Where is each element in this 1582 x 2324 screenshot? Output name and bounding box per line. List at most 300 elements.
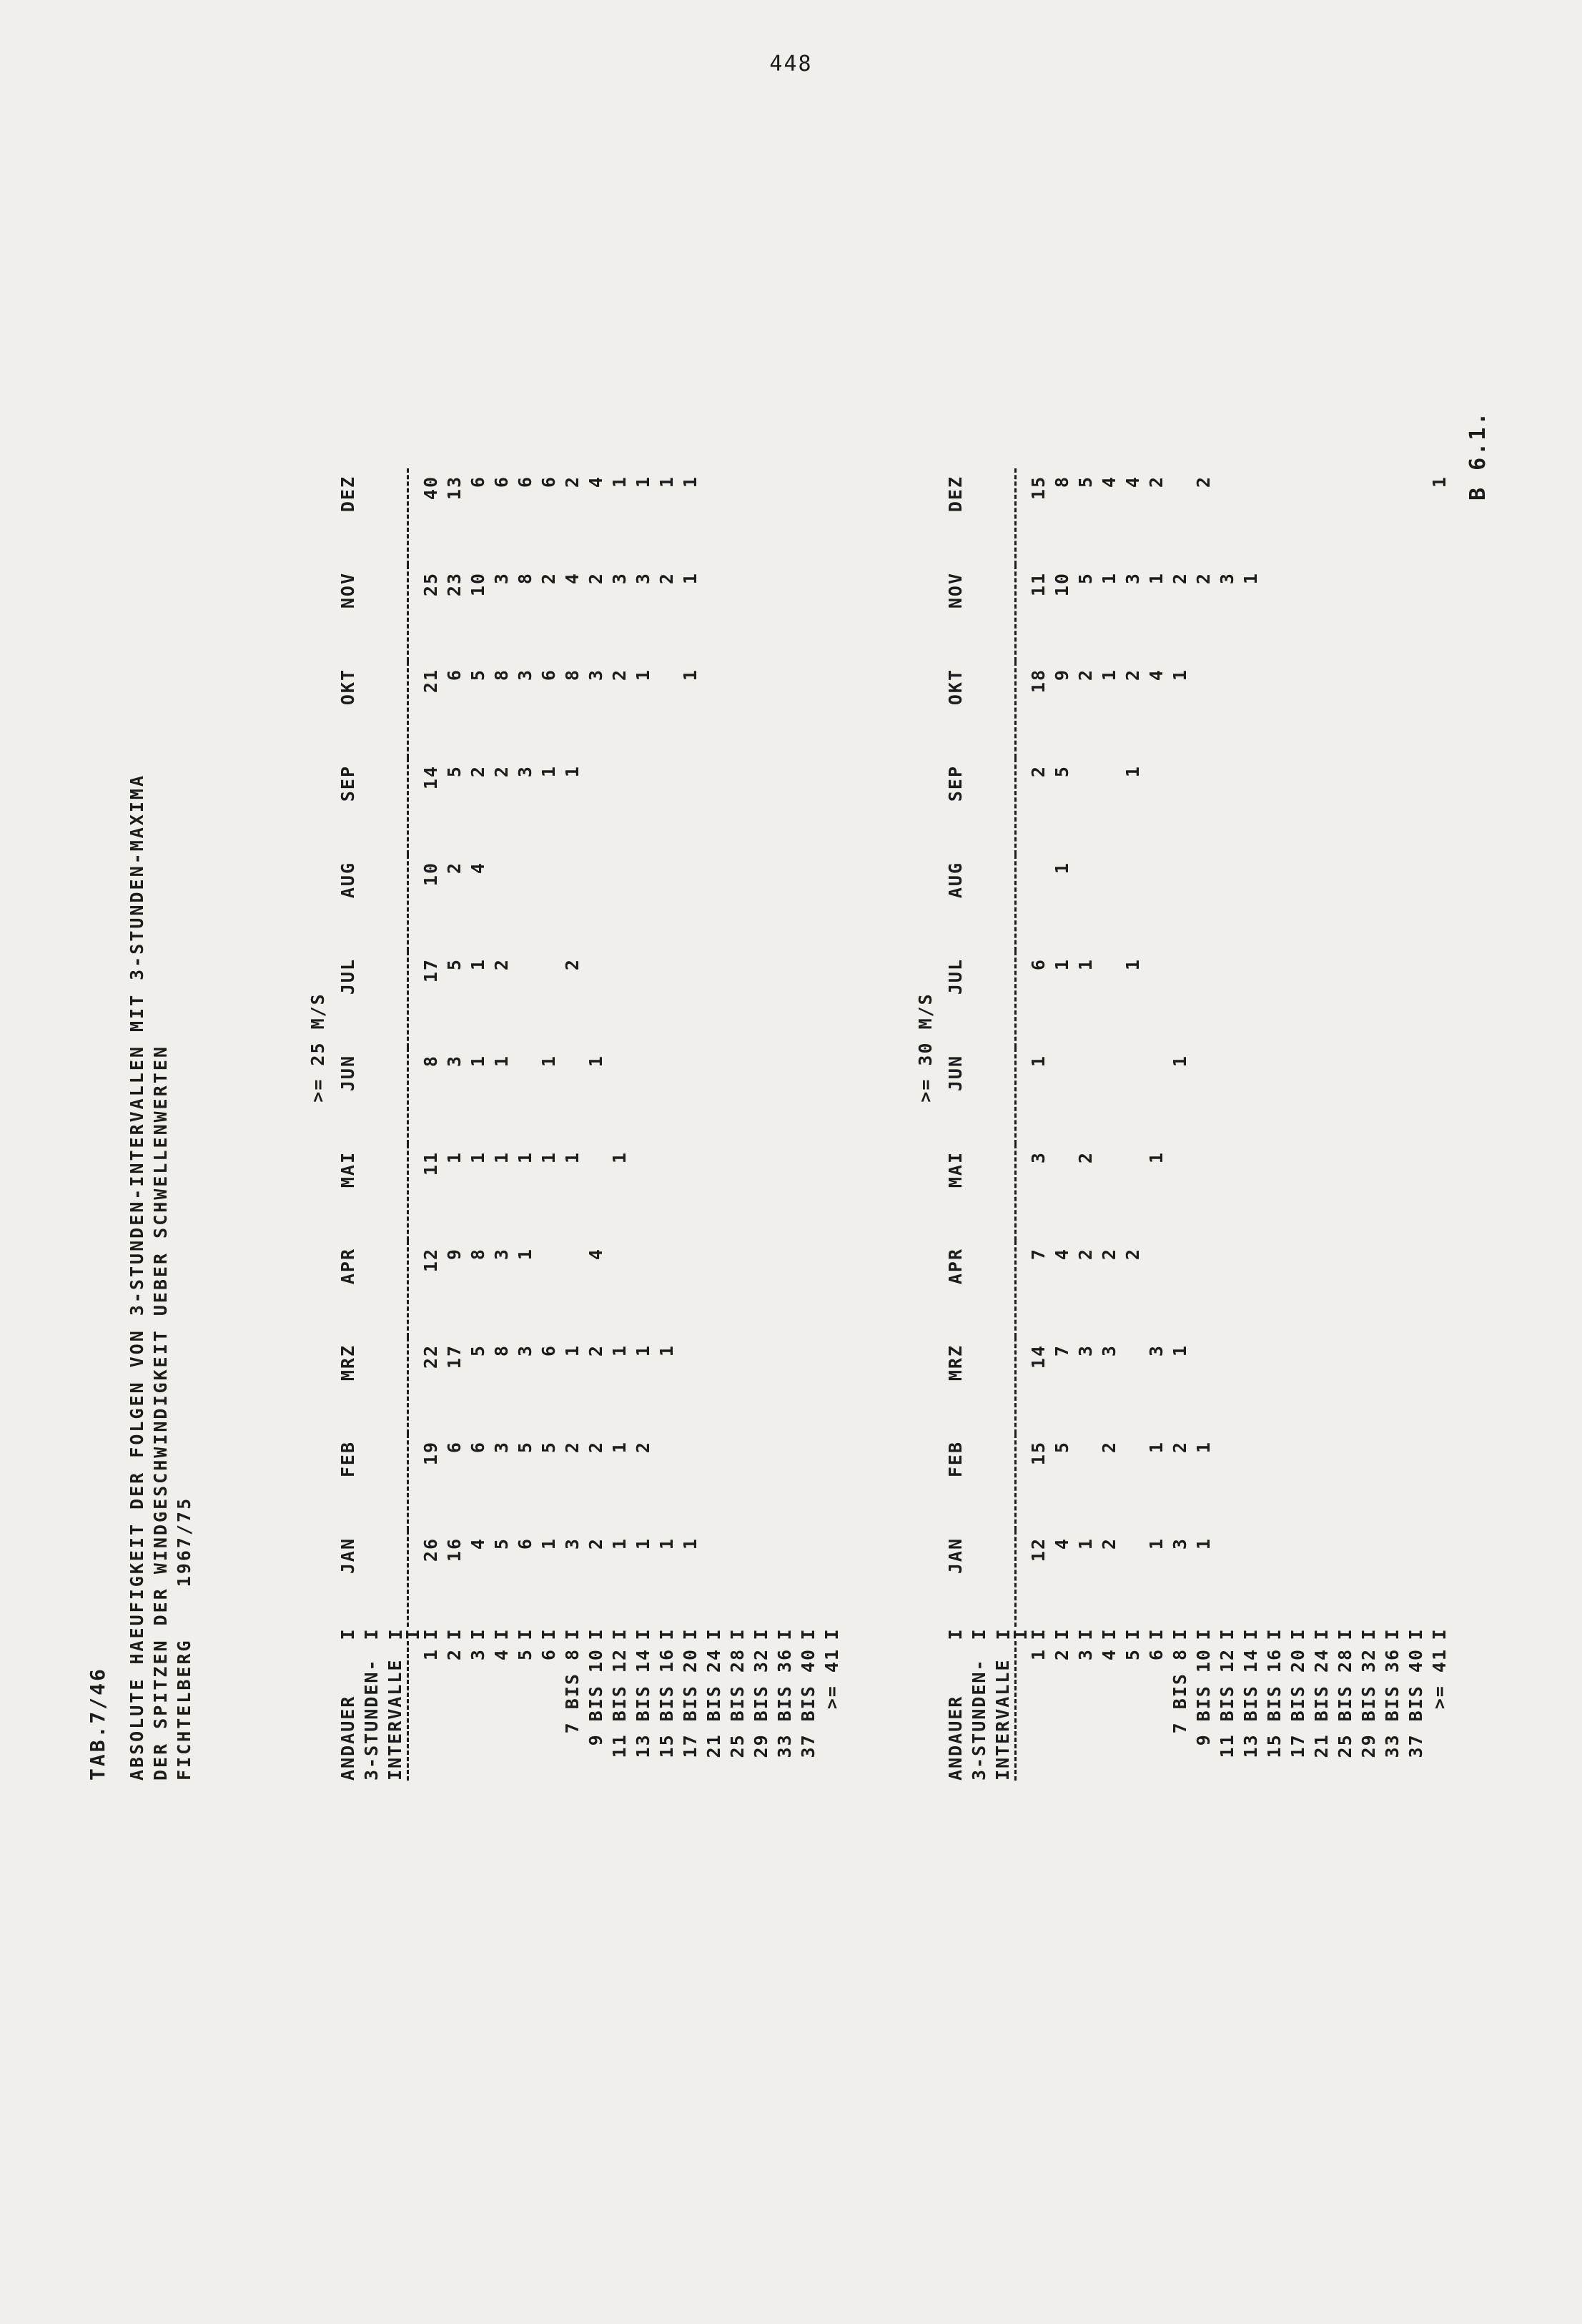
table-cell	[1380, 1048, 1404, 1144]
table-cell: 2	[562, 1441, 583, 1454]
table-cell	[1121, 1434, 1145, 1530]
dashed-rule-cell	[1016, 1337, 1027, 1434]
table-cell: 2	[562, 958, 583, 971]
table-cell	[1121, 1048, 1145, 1144]
dashed-rule	[408, 468, 420, 1781]
table-row	[419, 468, 443, 1781]
table-cell	[678, 1337, 702, 1434]
table-cell	[1239, 951, 1262, 1048]
row-label: 9 BIS 10	[1193, 1648, 1214, 1746]
table-cell: 2	[1193, 476, 1214, 488]
header-blank	[967, 1337, 991, 1434]
header-blank	[383, 468, 408, 565]
column-header-nov: NOV	[337, 572, 358, 609]
table-cell	[1428, 951, 1451, 1048]
table-cell: 6	[444, 669, 465, 681]
table-cell: 1	[633, 669, 653, 681]
header-blank	[383, 951, 408, 1048]
table-cell: 19	[420, 1441, 441, 1466]
row-separator: I	[585, 1628, 606, 1640]
table-cell: 1	[680, 669, 701, 681]
column-header-feb: FEB	[337, 1441, 358, 1478]
table-cell	[1428, 1530, 1451, 1627]
table-cell	[678, 855, 702, 951]
table-cell: 4	[562, 572, 583, 585]
threshold-spacer	[300, 1641, 336, 1781]
table-cell: 2	[1075, 1151, 1096, 1164]
header-row	[944, 468, 967, 1781]
table-cell: 7	[1028, 1248, 1049, 1261]
table-cell: 6	[491, 476, 512, 488]
table-cell	[513, 951, 537, 1048]
table-cell: 8	[515, 572, 535, 585]
table-row	[1404, 468, 1428, 1781]
table-cell: 1	[1075, 958, 1096, 971]
table-cell	[1286, 1337, 1310, 1434]
table-cell	[1380, 1144, 1404, 1241]
table-cell	[796, 951, 820, 1048]
table-cell	[820, 1530, 844, 1627]
row-label: >= 41	[821, 1648, 842, 1710]
table-cell: 2	[1099, 1441, 1119, 1454]
table-cell: 8	[491, 1344, 512, 1357]
table-cell	[1074, 1048, 1097, 1144]
table-cell	[1286, 1048, 1310, 1144]
table-cell: 1	[562, 1344, 583, 1357]
table-cell: 1	[1099, 669, 1119, 681]
table-cell	[1168, 951, 1192, 1048]
row-separator: I	[1264, 1628, 1285, 1640]
column-separator: I	[945, 1628, 966, 1640]
table-cell	[1192, 1337, 1215, 1434]
table-cell: 13	[444, 476, 465, 501]
table-cell: 8	[562, 669, 583, 681]
table-cell: 4	[468, 1537, 488, 1550]
table-row	[1428, 468, 1451, 1781]
dashed-rule-cell	[408, 1641, 420, 1781]
row-label: 15 BIS 16	[656, 1648, 677, 1758]
table-cell: 21	[420, 669, 441, 694]
table-cell	[1121, 855, 1145, 951]
table-cell	[1239, 1434, 1262, 1530]
row-separator: I	[703, 1628, 724, 1640]
table-cell	[1310, 565, 1333, 661]
table-cell: 3	[562, 1537, 583, 1550]
table-cell: 8	[420, 1055, 441, 1068]
table-cell: 1	[656, 1537, 677, 1550]
table-cell: 1	[680, 476, 701, 488]
table-cell: 1	[1170, 1344, 1190, 1357]
table-cell	[1428, 855, 1451, 951]
table-cell	[773, 1144, 796, 1241]
table-cell: 1	[609, 1537, 630, 1550]
table-cell: 1	[562, 765, 583, 778]
table-cell	[678, 951, 702, 1048]
table-cell: 1	[1170, 669, 1190, 681]
table-cell	[702, 855, 726, 951]
row-label: 21 BIS 24	[703, 1648, 724, 1758]
table-cell: 1	[1429, 476, 1450, 488]
row-separator: I	[1170, 1628, 1190, 1640]
column-header-feb: FEB	[945, 1441, 966, 1478]
table-cell	[1357, 855, 1380, 951]
table-cell	[749, 1530, 773, 1627]
table-cell: 2	[491, 958, 512, 971]
column-header-mrz: MRZ	[945, 1344, 966, 1382]
row-label: 6	[538, 1648, 559, 1661]
table-cell: 2	[1122, 669, 1143, 681]
table-cell	[726, 758, 749, 855]
table-cell: 1	[1122, 958, 1143, 971]
table-cell	[1310, 1241, 1333, 1337]
row-label: 9 BIS 10	[585, 1648, 606, 1746]
table-cell	[726, 951, 749, 1048]
dashed-rule-cell	[408, 951, 420, 1048]
table-cell	[1286, 951, 1310, 1048]
table-cell: 5	[468, 1344, 488, 1357]
table-cell	[1404, 1144, 1428, 1241]
column-header-aug: AUG	[337, 862, 358, 899]
table-cell: 6	[538, 669, 559, 681]
page-number: 448	[769, 51, 813, 77]
row-label: 29 BIS 32	[1358, 1648, 1379, 1758]
table-cell: 4	[1052, 1248, 1072, 1261]
table-row	[466, 468, 490, 1781]
table-cell	[1286, 1530, 1310, 1627]
row-separator: I	[1146, 1628, 1167, 1640]
table-cell: 5	[444, 958, 465, 971]
header-blank	[383, 1337, 408, 1434]
table-cell	[796, 758, 820, 855]
table-cell: 3	[1099, 1344, 1119, 1357]
table-row	[1310, 468, 1333, 1781]
table-cell: 1	[633, 476, 653, 488]
table-cell	[773, 1434, 796, 1530]
threshold-spacer	[908, 1641, 944, 1781]
table-cell	[1097, 1144, 1121, 1241]
table-cell: 1	[656, 1344, 677, 1357]
table-cell: 40	[420, 476, 441, 501]
table-row	[1192, 468, 1215, 1781]
table-cell	[702, 1048, 726, 1144]
table-cell	[702, 1337, 726, 1434]
table-cell	[773, 565, 796, 661]
row-label: 37 BIS 40	[1405, 1648, 1426, 1758]
row-label: 4	[491, 1648, 512, 1661]
table-cell: 2	[633, 1441, 653, 1454]
table-cell: 14	[1028, 1344, 1049, 1369]
table-cell	[1121, 1530, 1145, 1627]
table-cell	[726, 1048, 749, 1144]
table-cell: 5	[1075, 572, 1096, 585]
table-cell: 15	[1028, 476, 1049, 501]
table-cell: 9	[444, 1248, 465, 1261]
header-row	[991, 468, 1016, 1781]
table-cell	[1168, 855, 1192, 951]
column-separator: I	[992, 1628, 1014, 1640]
table-cell: 2	[656, 572, 677, 585]
row-label: 11 BIS 12	[1217, 1648, 1237, 1758]
table-cell: 5	[1075, 476, 1096, 488]
table-cell	[1380, 1241, 1404, 1337]
table-cell: 6	[1028, 958, 1049, 971]
table-cell: 10	[420, 862, 441, 887]
table-cell	[1428, 1048, 1451, 1144]
table-cell	[655, 661, 678, 758]
row-label: 4	[1099, 1648, 1119, 1661]
column-separator: I	[337, 1628, 358, 1640]
row-separator: I	[1382, 1628, 1403, 1640]
table-row	[1333, 468, 1357, 1781]
table-cell: 2	[1122, 1248, 1143, 1261]
table-cell	[726, 565, 749, 661]
table-cell: 1	[680, 572, 701, 585]
table-cell	[820, 1048, 844, 1144]
row-separator: I	[1075, 1628, 1096, 1640]
column-header-dez: DEZ	[337, 476, 358, 513]
header-blank	[360, 565, 383, 661]
table-cell	[1215, 1337, 1239, 1434]
table-cell	[584, 1144, 608, 1241]
table-cell	[1404, 1337, 1428, 1434]
table-cell	[1262, 855, 1286, 951]
table-cell	[820, 758, 844, 855]
table-cell: 3	[491, 1248, 512, 1261]
column-header-dez: DEZ	[945, 476, 966, 513]
table-cell	[1074, 855, 1097, 951]
table-cell: 12	[1028, 1537, 1049, 1562]
dashed-rule-cell	[1016, 1048, 1027, 1144]
column-separator: I	[969, 1628, 989, 1640]
row-label: 33 BIS 36	[774, 1648, 795, 1758]
table-cell: 3	[1028, 1151, 1049, 1164]
row-separator: I	[1122, 1628, 1143, 1640]
table-cell: 1	[609, 1344, 630, 1357]
header-blank	[991, 1337, 1016, 1434]
row-separator: I	[1429, 1628, 1450, 1640]
table-row	[655, 468, 678, 1781]
table-cell: 4	[468, 862, 488, 875]
dashed-rule-separator: I	[402, 1628, 424, 1640]
table-cell: 16	[444, 1537, 465, 1562]
table-cell: 3	[1075, 1344, 1096, 1357]
dashed-rule-cell	[408, 1434, 420, 1530]
table-cell	[1121, 1337, 1145, 1434]
table-cell	[1215, 468, 1239, 565]
header-row	[967, 468, 991, 1781]
table-row	[1168, 468, 1192, 1781]
row-separator: I	[491, 1628, 512, 1640]
table-cell: 1	[538, 1055, 559, 1068]
table-cell: 3	[1122, 572, 1143, 585]
table-cell	[1428, 758, 1451, 855]
table-cell: 9	[1052, 669, 1072, 681]
table-cell	[726, 1434, 749, 1530]
table-cell	[655, 758, 678, 855]
header-blank	[383, 661, 408, 758]
header-blank	[967, 1530, 991, 1627]
header-blank	[360, 1337, 383, 1434]
row-label: 33 BIS 36	[1382, 1648, 1403, 1758]
table-cell	[702, 468, 726, 565]
table-row	[443, 468, 466, 1781]
table-cell	[1215, 951, 1239, 1048]
table-cell: 11	[420, 1151, 441, 1176]
header-blank	[360, 1144, 383, 1241]
table-cell	[1428, 661, 1451, 758]
table-cell	[1168, 468, 1192, 565]
row-label: >= 41	[1429, 1648, 1450, 1710]
table-cell	[1380, 951, 1404, 1048]
table-cell	[726, 1337, 749, 1434]
table-cell	[1428, 565, 1451, 661]
table-cell	[726, 855, 749, 951]
row-separator: I	[680, 1628, 701, 1640]
table-cell	[773, 855, 796, 951]
table-cell	[1168, 1144, 1192, 1241]
table-cell	[1239, 758, 1262, 855]
table-cell	[1404, 1530, 1428, 1627]
table-cell	[655, 1434, 678, 1530]
table-cell	[1215, 1144, 1239, 1241]
table-cell	[1310, 1337, 1333, 1434]
table-row	[560, 468, 584, 1781]
table-row	[1145, 468, 1168, 1781]
table-cell	[631, 855, 655, 951]
table-cell: 1	[585, 1055, 606, 1068]
row-separator: I	[1311, 1628, 1332, 1640]
header-blank	[991, 661, 1016, 758]
table-cell: 2	[585, 572, 606, 585]
threshold-label: >= 30 M/S	[915, 993, 936, 1103]
threshold-spacer	[908, 1627, 944, 1641]
header-blank	[967, 855, 991, 951]
row-label: 21 BIS 24	[1311, 1648, 1332, 1758]
table-cell	[1380, 565, 1404, 661]
table-cell	[490, 855, 513, 951]
table-cell: 1	[468, 958, 488, 971]
header-blank	[360, 1048, 383, 1144]
table-cell	[1050, 1144, 1074, 1241]
table-cell	[1262, 468, 1286, 565]
table-cell	[1380, 855, 1404, 951]
table-cell: 1	[468, 1055, 488, 1068]
table-cell: 5	[444, 765, 465, 778]
row-label: 13 BIS 14	[1240, 1648, 1261, 1758]
table-cell	[1097, 758, 1121, 855]
table-cell: 4	[1146, 669, 1167, 681]
table-cell	[1310, 468, 1333, 565]
row-label: 17 BIS 20	[1287, 1648, 1308, 1758]
row-label: 1	[1028, 1648, 1049, 1661]
table-cell	[1262, 758, 1286, 855]
table-cell: 1	[1146, 1441, 1167, 1454]
table-cell: 4	[585, 1248, 606, 1261]
header-blank	[383, 1048, 408, 1144]
table-cell	[749, 1144, 773, 1241]
table-cell	[1404, 1434, 1428, 1530]
header-blank	[991, 951, 1016, 1048]
table-cell: 10	[468, 572, 488, 597]
table-row	[608, 468, 631, 1781]
header-blank	[360, 855, 383, 951]
table-cell: 17	[420, 958, 441, 983]
table-cell: 1	[538, 1151, 559, 1164]
table-cell	[773, 468, 796, 565]
dashed-rule-cell	[1016, 1530, 1027, 1627]
table-cell	[1333, 951, 1357, 1048]
table-row	[490, 468, 513, 1781]
table-cell: 2	[468, 765, 488, 778]
table-cell	[513, 855, 537, 951]
table-cell: 2	[562, 476, 583, 488]
table-cell: 3	[633, 572, 653, 585]
row-separator: I	[538, 1628, 559, 1640]
title-line: DER SPITZEN DER WINDGESCHWINDIGKEIT UEBER SCHWELLENWERTEN	[150, 1045, 171, 1781]
table-cell	[1333, 1434, 1357, 1530]
table-cell	[655, 855, 678, 951]
column-header-jan: JAN	[337, 1537, 358, 1575]
table-cell	[820, 468, 844, 565]
table-cell	[655, 1144, 678, 1241]
table-cell: 2	[1193, 572, 1214, 585]
header-blank	[360, 1434, 383, 1530]
header-row	[360, 468, 383, 1781]
table-cell	[1428, 1434, 1451, 1530]
table-cell	[1192, 1048, 1215, 1144]
header-blank	[967, 565, 991, 661]
table-row	[1357, 468, 1380, 1781]
row-label: 2	[1052, 1648, 1072, 1661]
header-blank	[383, 1530, 408, 1627]
table-cell	[1380, 661, 1404, 758]
dashed-rule-cell	[1016, 1241, 1027, 1337]
row-label: 3	[468, 1648, 488, 1661]
row-separator: I	[633, 1628, 653, 1640]
row-label: 5	[1122, 1648, 1143, 1661]
table-cell	[1239, 855, 1262, 951]
table-cell	[749, 1241, 773, 1337]
table-cell	[820, 565, 844, 661]
dashed-rule-cell	[408, 855, 420, 951]
table-cell: 2	[538, 572, 559, 585]
header-blank	[967, 758, 991, 855]
table-cell: 1	[633, 1537, 653, 1550]
row-separator: I	[420, 1628, 441, 1640]
threshold-label: >= 25 M/S	[307, 993, 328, 1103]
table-cell: 2	[491, 765, 512, 778]
table-cell	[1357, 565, 1380, 661]
table-row	[1239, 468, 1262, 1781]
table-cell: 2	[585, 1344, 606, 1357]
table-cell: 6	[444, 1441, 465, 1454]
row-separator: I	[751, 1628, 771, 1640]
table-cell	[1168, 758, 1192, 855]
header-blank	[383, 758, 408, 855]
table-cell: 1	[656, 476, 677, 488]
table-cell	[773, 1530, 796, 1627]
table-cell: 1	[515, 1151, 535, 1164]
table-cell	[1262, 951, 1286, 1048]
table-cell: 1	[538, 1537, 559, 1550]
table-cell	[1145, 758, 1168, 855]
table-cell	[631, 1241, 655, 1337]
table-cell	[1404, 758, 1428, 855]
table-cell	[1145, 1048, 1168, 1144]
row-separator: I	[1193, 1628, 1214, 1640]
table-cell: 5	[538, 1441, 559, 1454]
table-cell	[1404, 951, 1428, 1048]
